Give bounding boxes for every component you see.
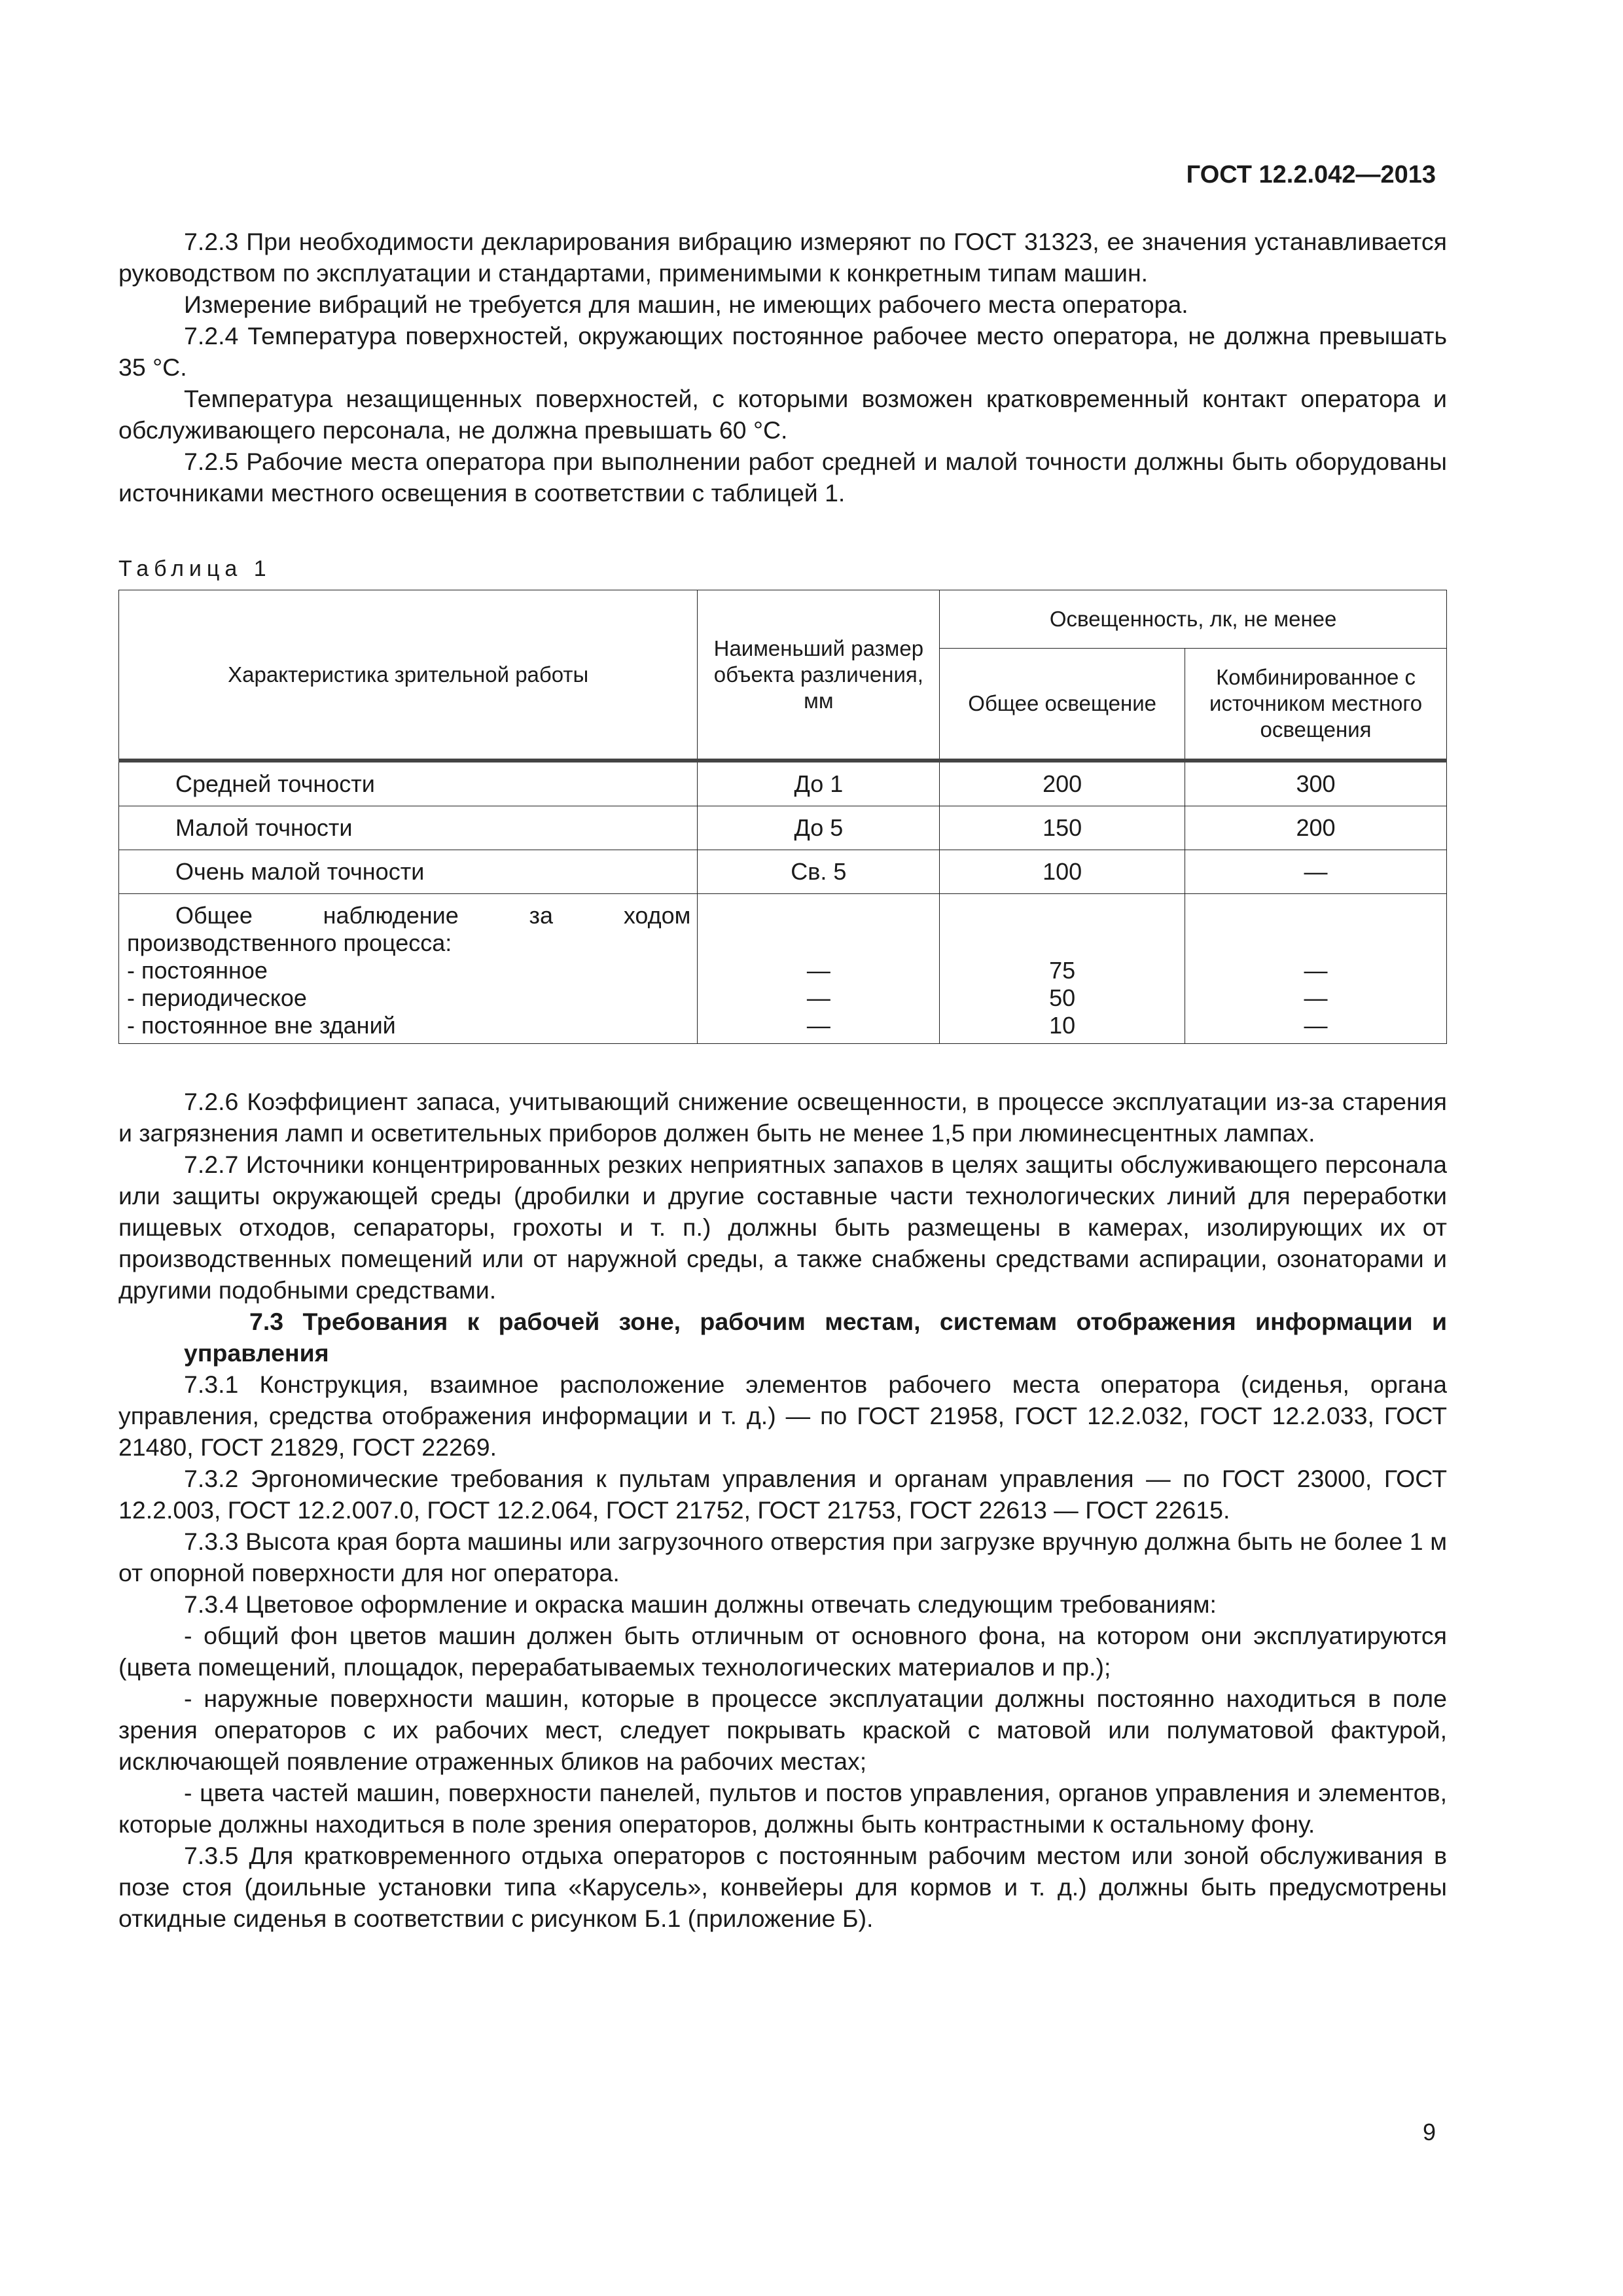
cell-work-type: Малой точности — [119, 806, 698, 850]
cell-combined-lux — [1185, 894, 1447, 1044]
lux-value: 10 — [1049, 1012, 1076, 1039]
list-item-contrast-colors: - цвета частей машин, поверхности панелей, пультов и постов управления, органов управления и элементов, которые должны находиться в поле зрения операторов, должны быть контрастными к остальному фону. — [118, 1779, 1447, 1838]
observation-title: Общее наблюдение за ходом производственного процесса: — [127, 902, 691, 956]
paragraph-7-2-3: 7.2.3 При необходимости декларирования вибрацию измеряют по ГОСТ 31323, ее значения устанавливается руководством по эксплуатации и стандартами, применимыми к конкретным типам машин. — [118, 228, 1447, 287]
paragraph-7-2-5: 7.2.5 Рабочие места оператора при выполнении работ средней и малой точности должны быть оборудованы источниками местного освещения в соответствии с таблицей 1. — [118, 448, 1447, 507]
cell-object-size: Св. 5 — [698, 850, 940, 894]
cell-object-size — [698, 894, 940, 1044]
observation-outdoor: - постоянное вне зданий — [127, 1012, 396, 1039]
paragraph-surface-temperature: Температура незащищенных поверхностей, с которыми возможен кратковременный контакт оператора и обслуживающего персонала, не должна превышать 60 °С. — [118, 385, 1447, 444]
table-row-general-observation — [119, 894, 1447, 1044]
cell-general-lux — [940, 894, 1185, 1044]
paragraph-7-3-4: 7.3.4 Цветовое оформление и окраска машин должны отвечать следующим требованиям: — [184, 1590, 1217, 1618]
header-general-lighting: Общее освещение — [940, 649, 1185, 761]
size-dash: — — [806, 957, 830, 984]
cell-work-type: Средней точности — [119, 761, 698, 806]
list-item-color-background: - общий фон цветов машин должен быть отличным от основного фона, на котором они эксплуатируются (цвета помещений, площадок, перерабатываемых технологических материалов и пр.); — [118, 1622, 1447, 1681]
cell-object-size: До 5 — [698, 806, 940, 850]
paragraph-7-3-3: 7.3.3 Высота края борта машины или загрузочного отверстия при загрузке вручную должна быть не более 1 м от опорной поверхности для ног оператора. — [118, 1528, 1447, 1587]
cell-combined-lux: 300 — [1185, 761, 1447, 806]
cell-general-lux: 200 — [940, 761, 1185, 806]
header-object-size: Наименьший размер объекта различения, мм — [698, 590, 940, 761]
document-code-header: ГОСТ 12.2.042—2013 — [1186, 161, 1436, 188]
paragraph-7-3-2: 7.3.2 Эргономические требования к пультам управления и органам управления — по ГОСТ 23000, ГОСТ 12.2.003, ГОСТ 12.2.007.0, ГОСТ 12.2.064, ГОСТ 21752, ГОСТ 21753, ГОСТ 22613 — ГОСТ 22615. — [118, 1465, 1447, 1524]
cell-combined-lux: — — [1185, 850, 1447, 894]
table-row — [119, 806, 1447, 850]
page-number: 9 — [1422, 2119, 1436, 2145]
cell-general-lux: 100 — [940, 850, 1185, 894]
cell-work-type — [119, 894, 698, 1044]
cell-work-type: Очень малой точности — [119, 850, 698, 894]
observation-periodic: - периодическое — [127, 984, 307, 1011]
paragraph-7-2-7: 7.2.7 Источники концентрированных резких неприятных запахов в целях защиты обслуживающего персонала или защиты окружающей среды (дробилки и другие составные части технологических линий для переработки пищевых отходов, сепараторы, грохоты и т. п.) должны быть размещены в камерах, изолирующих их от производственных помещений или от наружной среды, а также снабжены средствами аспирации, озонаторами и другими подобными средствами. — [118, 1151, 1447, 1304]
illumination-table — [118, 590, 1447, 1044]
cell-object-size: До 1 — [698, 761, 940, 806]
table-row — [119, 850, 1447, 894]
size-dash: — — [806, 984, 830, 1011]
observation-constant: - постоянное — [127, 957, 268, 984]
header-illumination-group: Освещенность, лк, не менее — [940, 590, 1447, 649]
combined-dash: — — [1304, 984, 1328, 1011]
lux-value: 50 — [1049, 984, 1076, 1011]
list-item-matte-paint: - наружные поверхности машин, которые в процессе эксплуатации должны постоянно находиться в поле зрения операторов с их рабочих мест, следует покрывать краской с матовой или полуматовой фактурой, исключающей появление отраженных бликов на рабочих местах; — [118, 1685, 1447, 1775]
lux-value: 75 — [1049, 957, 1076, 984]
combined-dash: — — [1304, 1012, 1328, 1039]
table-row — [119, 761, 1447, 806]
paragraph-vibration-note: Измерение вибраций не требуется для машин, не имеющих рабочего места оператора. — [184, 291, 1188, 318]
header-visual-work: Характеристика зрительной работы — [119, 590, 698, 761]
paragraph-7-3-5: 7.3.5 Для кратковременного отдыха операторов с постоянным рабочим местом или зоной обслуживания в позе стоя (доильные установки типа «Карусель», конвейеры для кормов и т. д.) должны быть предусмотрены откидные сиденья в соответствии с рисунком Б.1 (приложение Б). — [118, 1842, 1447, 1932]
paragraph-7-3-1: 7.3.1 Конструкция, взаимное расположение элементов рабочего места оператора (сиденья, органа управления, средства отображения информации и т. д.) — по ГОСТ 21958, ГОСТ 12.2.032, ГОСТ 12.2.033, ГОСТ 21480, ГОСТ 21829, ГОСТ 22269. — [118, 1371, 1447, 1461]
size-dash: — — [806, 1012, 830, 1039]
page-content — [118, 226, 1447, 1934]
section-title-7-3: 7.3 Требования к рабочей зоне, рабочим местам, системам отображения информации и управления — [184, 1308, 1447, 1367]
table-caption: Таблица 1 — [118, 556, 272, 581]
combined-dash: — — [1304, 957, 1328, 984]
cell-combined-lux: 200 — [1185, 806, 1447, 850]
paragraph-7-2-4: 7.2.4 Температура поверхностей, окружающих постоянное рабочее место оператора, не должна превышать 35 °С. — [118, 322, 1447, 381]
cell-general-lux: 150 — [940, 806, 1185, 850]
paragraph-7-2-6: 7.2.6 Коэффициент запаса, учитывающий снижение освещенности, в процессе эксплуатации из-за старения и загрязнения ламп и осветительных приборов должен быть не менее 1,5 при люминесцентных лампах. — [118, 1088, 1447, 1147]
header-combined-lighting: Комбинированное с источником местного освещения — [1185, 649, 1447, 761]
